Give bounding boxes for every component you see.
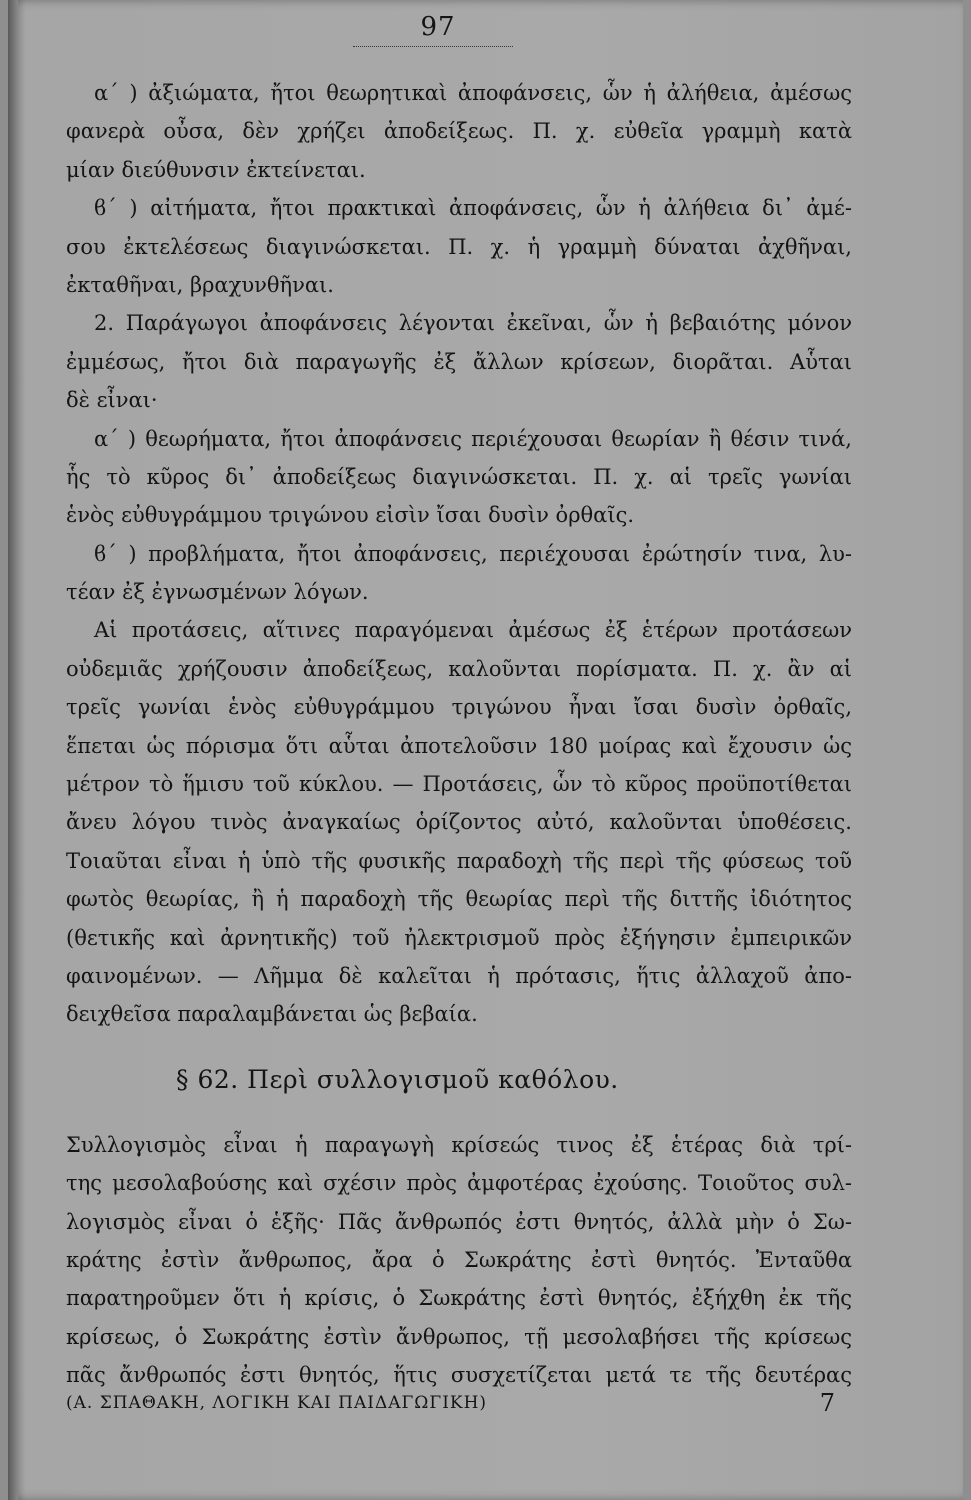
footer-book-title: (Α. ΣΠΑΘΑΚΗ, ΛΟΓΙΚΗ ΚΑΙ ΠΑΙΔΑΓΩΓΙΚΗ) [66,1393,488,1413]
text-line: οὐδεμιᾶς χρήζουσιν ἀποδείξεως, καλοῦνται πορίσματα. Π. χ. ἂν αἱ [66,656,852,681]
text-line: τρεῖς γωνίαι ἑνὸς εὐθυγράμμου τριγώνου ἦναι ἴσαι δυσὶν ὀρθαῖς, [66,695,852,720]
text-line: λογισμὸς εἶναι ὁ ἑξῆς· Πᾶς ἄνθρωπός ἐστι θνητός, ἀλλὰ μὴν ὁ Σω- [66,1209,852,1234]
text-line: δὲ εἶναι· [66,388,158,413]
text-line: κράτης ἐστὶν ἄνθρωπος, ἄρα ὁ Σωκράτης ἐστὶ θνητός. Ἐνταῦθα [66,1247,852,1272]
text-line: Τοιαῦται εἶναι ἡ ὑπὸ τῆς φυσικῆς παραδοχὴ τῆς περὶ τῆς φύσεως τοῦ [66,848,852,873]
text-line: ἄνευ λόγου τινὸς ἀναγκαίως ὁρίζοντος αὐτό, καλοῦνται ὑποθέσεις. [66,810,852,835]
text-line: ἕπεται ὡς πόρισμα ὅτι αὗται ἀποτελοῦσιν 180 μοίρας καὶ ἔχουσιν ὡς [66,733,852,758]
page-footer [66,1389,836,1417]
text-line: φωτὸς θεωρίας, ἢ ἡ παραδοχὴ τῆς θεωρίας περὶ τῆς διττῆς ἰδιότητος [66,887,852,912]
text-line: 2. Παράγωγοι ἀποφάνσεις λέγονται ἐκεῖναι, ὧν ἡ βεβαιότης μόνον [94,311,852,336]
text-line: δειχθεῖσα παραλαμβάνεται ὡς βεβαία. [66,1002,478,1027]
text-line: (θετικῆς καὶ ἀρνητικῆς) τοῦ ἠλεκτρισμοῦ πρὸς ἐξήγησιν ἐμπειρικῶν [66,925,852,950]
text-line: σου ἐκτελέσεως διαγινώσκεται. Π. χ. ἡ γραμμὴ δύναται ἀχθῆναι, [66,234,852,259]
text-line: ϐ΄ ) αἰτήματα, ἤτοι πρακτικαὶ ἀποφάνσεις, ὧν ἡ ἀλήθεια δι᾽ ἀμέ- [94,196,852,221]
text-line: μέτρον τὸ ἥμισυ τοῦ κύκλου. — Προτάσεις, ὧν τὸ κῦρος προϋποτίθεται [66,772,852,797]
text-line: πᾶς ἄνθρωπός ἐστι θνητός, ἥτις συσχετίζεται μετά τε τῆς δευτέρας [66,1363,852,1388]
text-line: ϐ΄ ) προβλήματα, ἤτοι ἀποφάνσεις, περιέχουσαι ἐρώτησίν τινα, λυ- [94,541,852,566]
page-number-rule [353,46,513,47]
text-line: παρατηροῦμεν ὅτι ἡ κρίσις, ὁ Σωκράτης ἐστὶ θνητός, ἐξήχθη ἐκ τῆς [66,1286,852,1311]
text-line: α΄ ) ἀξιώματα, ἤτοι θεωρητικαὶ ἀποφάνσεις, ὧν ἡ ἀλήθεια, ἀμέσως [94,81,852,105]
body-text [66,74,852,1395]
text-line: της μεσολαβούσης καὶ σχέσιν πρὸς ἀμφοτέρας ἐχούσης. Τοιοῦτος συλ- [66,1171,852,1196]
text-line: ἧς τὸ κῦρος δι᾽ ἀποδείξεως διαγινώσκεται. Π. χ. αἱ τρεῖς γωνίαι [66,464,852,489]
book-page [8,0,963,1500]
page-number: 97 [420,12,456,42]
text-line: ἐμμέσως, ἤτοι διὰ παραγωγῆς ἐξ ἄλλων κρίσεων, διορᾶται. Αὗται [66,349,852,374]
text-line: ἐκταθῆναι, βραχυνθῆναι. [66,272,334,297]
section-heading: § 62. Περὶ συλλογισμοῦ καθόλου. [176,1064,619,1094]
text-line: Αἱ προτάσεις, αἵτινες παραγόμεναι ἀμέσως ἐξ ἑτέρων προτάσεων [94,618,852,643]
signature-mark: 7 [819,1389,836,1417]
text-line: Συλλογισμὸς εἶναι ἡ παραγωγὴ κρίσεώς τινος ἐξ ἑτέρας διὰ τρί- [66,1132,852,1157]
text-line: φανερὰ οὖσα, δὲν χρήζει ἀποδείξεως. Π. χ. εὐθεῖα γραμμὴ κατὰ [66,119,852,144]
page-binding-edge [8,0,18,1500]
text-line: τέαν ἐξ ἐγνωσμένων λόγων. [66,580,369,605]
text-line: ἑνὸς εὐθυγράμμου τριγώνου εἰσὶν ἴσαι δυσὶν ὀρθαῖς. [66,503,635,528]
text-line: α΄ ) θεωρήματα, ἤτοι ἀποφάνσεις περιέχουσαι θεωρίαν ἢ θέσιν τινά, [94,426,852,451]
text-line: φαινομένων. — Λῆμμα δὲ καλεῖται ἡ πρότασις, ἥτις ἀλλαχοῦ ἀπο- [66,963,852,988]
text-line: μίαν διεύθυνσιν ἐκτείνεται. [66,157,366,182]
text-line: κρίσεως, ὁ Σωκράτης ἐστὶν ἄνθρωπος, τῇ μεσολαβήσει τῆς κρίσεως [66,1324,852,1349]
